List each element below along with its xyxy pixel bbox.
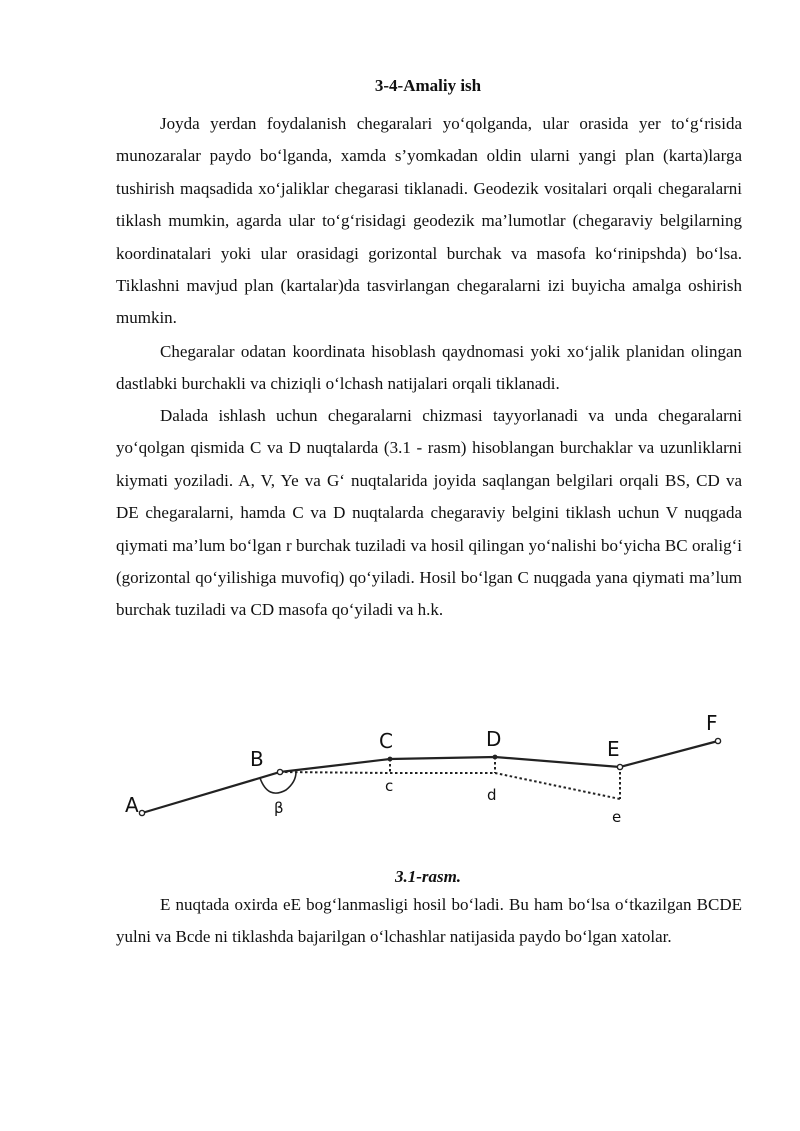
label-C: C <box>379 729 393 753</box>
paragraph-4-text: E nuqtada oxirda eE bog‘lanmasligi hosil bo‘ladi. Bu ham bo‘lsa o‘tkazilgan BCDE yulni va Bcde ni tiklashda bajarilgan o‘lchashlar natijasida paydo bo‘lgan xatolar. <box>116 895 742 947</box>
label-E: E <box>607 737 620 761</box>
point-D-marker <box>493 755 498 760</box>
label-c: c <box>385 777 394 795</box>
point-A-marker <box>139 810 144 815</box>
label-F: F <box>706 711 718 735</box>
paragraph-3-text: Dalada ishlash uchun chegaralarni chizmasi tayyorlanadi va unda chegaralarni yo‘qolgan qismida C va D nuqtalarda (3.1 - rasm) hisoblangan burchaklar va uzunliklarni kiymati yoziladi. A, V, Ye va G‘ nuqtalarida joyida saqlangan belgilari orqali BS, CD va DE chegaralarni, hamda C va D nuqtalarda chegaraviy belgini tiklash uchun V nuqgada qiymati ma’lum bo‘lgan r burchak tuziladi va hosil qilingan yo‘nalishi bo‘yicha BC oralig‘i (gorizontal qo‘yilishiga muvofiq) qo‘yiladi. Hosil bo‘lgan C nuqgada yana qiymati ma’lum burchak tuziladi va CD masofa qo‘yiladi va h.k. <box>116 406 742 620</box>
point-B-marker <box>277 769 282 774</box>
point-F-marker <box>715 738 720 743</box>
paragraph-2 <box>116 336 742 401</box>
boundary-traverse-diagram <box>110 700 760 835</box>
paragraph-2-text: Chegaralar odatan koordinata hisoblash qaydnomasi yoki xo‘jalik planidan olingan dastlabki burchakli va chiziqli o‘lchash natijalari orqali tiklanadi. <box>116 342 742 394</box>
paragraph-1-text: Joyda yerdan foydalanish chegaralari yo‘qolganda, ular orasida yer to‘g‘risida munozaralar paydo bo‘lganda, xamda s’yomkadan oldin ularni yangi plan (karta)larga tushirish maqsadida xo‘jaliklar chegarasi tiklanadi. Geodezik vositalari orqali chegaralarni tiklash mumkin, agarda ular to‘g‘risidagi geodezik ma’lumotlar (chegaraviy belgilarning koordinatalari yoki ular orasidagi gorizontal burchak va masofa ko‘rinipshda) bo‘lsa. Tiklashni mavjud plan (kartalar)da tasvirlangan chegaralarni izi buyicha amalga oshirish mumkin. <box>116 114 742 328</box>
paragraph-3 <box>116 400 742 627</box>
figure-caption: 3.1-rasm. <box>394 867 462 886</box>
label-A: A <box>125 793 139 817</box>
label-e: e <box>612 808 622 826</box>
page-title: 3-4-Amaliy ish <box>374 76 482 95</box>
boundary-line <box>142 741 718 813</box>
restored-line <box>280 772 620 799</box>
beta-angle-arc <box>260 772 296 793</box>
label-B: B <box>250 747 264 771</box>
label-beta: β <box>274 799 284 817</box>
paragraph-1 <box>116 108 742 335</box>
diagram-svg <box>110 700 760 835</box>
label-D: D <box>486 727 502 751</box>
point-E-marker <box>617 764 622 769</box>
point-C-marker <box>388 757 393 762</box>
paragraph-4 <box>116 889 742 954</box>
label-d: d <box>487 786 497 804</box>
